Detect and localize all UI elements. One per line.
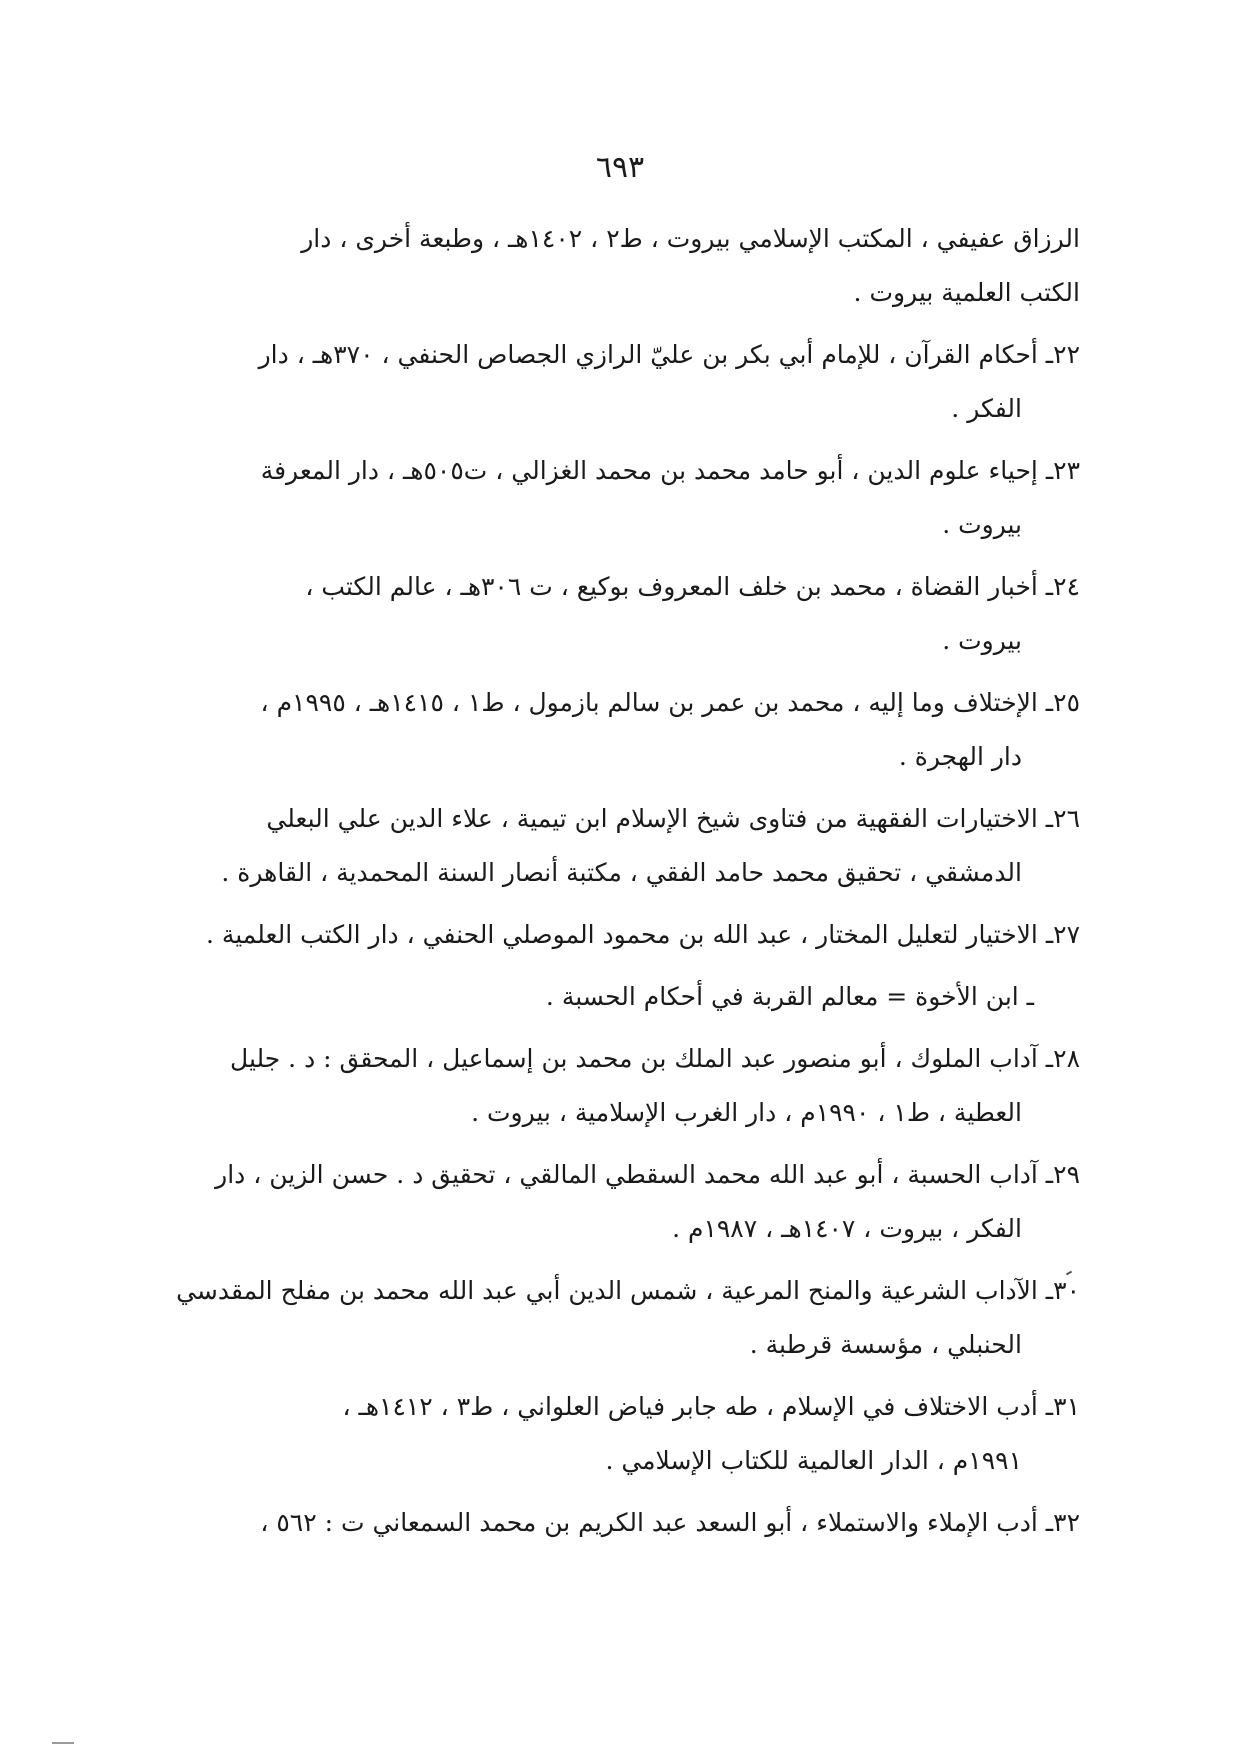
entry-first-line: ٢٩ـ آداب الحسبة ، أبو عبد الله محمد السقطي المالقي ، تحقيق د . حسن الزين ، دار — [215, 1160, 1080, 1189]
entry-first-line: ٢٢ـ أحكام القرآن ، للإمام أبي بكر بن عليّ الرازي الجصاص الحنفي ، ٣٧٠هـ ، دار — [258, 340, 1080, 369]
bibliography-entry — [160, 1380, 1080, 1488]
bibliography-entry — [160, 444, 1080, 552]
scan-mark — [52, 1742, 74, 1744]
bibliography-entry — [160, 328, 1080, 436]
entry-first-line: ٢٧ـ الاختيار لتعليل المختار ، عبد الله بن محمود الموصلي الحنفي ، دار الكتب العلمية . — [205, 920, 1080, 949]
bibliography-entry — [160, 1148, 1080, 1256]
entry-continuation-line: الحنبلي ، مؤسسة قرطبة . — [749, 1330, 1022, 1359]
bibliography-entry — [160, 676, 1080, 784]
entry-continuation-line: الدمشقي ، تحقيق محمد حامد الفقي ، مكتبة أنصار السنة المحمدية ، القاهرة . — [221, 858, 1022, 887]
bibliography-entry — [160, 560, 1080, 668]
bibliography-entry — [160, 1496, 1080, 1550]
bibliography-entry — [160, 792, 1080, 900]
entry-first-line: ٢٦ـ الاختيارات الفقهية من فتاوى شيخ الإسلام ابن تيمية ، علاء الدين علي البعلي — [266, 804, 1080, 833]
entry-first-line: ٣١ـ أدب الاختلاف في الإسلام ، طه جابر فياض العلواني ، ط٣ ، ١٤١٢هـ ، — [342, 1392, 1080, 1421]
entry-first-line: ٢٥ـ الإختلاف وما إليه ، محمد بن عمر بن سالم بازمول ، ط١ ، ١٤١٥هـ ، ١٩٩٥م ، — [260, 688, 1080, 717]
bibliography-entry — [160, 212, 1080, 320]
entry-continuation-line: الفكر ، بيروت ، ١٤٠٧هـ ، ١٩٨٧م . — [672, 1214, 1022, 1243]
entry-first-line: ٢٣ـ إحياء علوم الدين ، أبو حامد محمد بن محمد الغزالي ، ت٥٠٥هـ ، دار المعرفة — [260, 456, 1080, 485]
cross-reference-line: ـ ابن الأخوة = معالم القربة في أحكام الحسبة . — [545, 982, 1034, 1011]
entry-continuation-line: الفكر . — [951, 394, 1022, 423]
cross-reference — [160, 970, 1080, 1024]
entry-first-line: ٢٤ـ أخبار القضاة ، محمد بن خلف المعروف بوكيع ، ت ٣٠٦هـ ، عالم الكتب ، — [305, 572, 1080, 601]
entry-first-line: ٣٢ـ أدب الإملاء والاستملاء ، أبو السعد عبد الكريم بن محمد السمعاني ت : ٥٦٢ ، — [260, 1508, 1080, 1537]
bibliography-list — [160, 212, 1080, 1558]
entry-continuation-line: ١٩٩١م ، الدار العالمية للكتاب الإسلامي . — [605, 1446, 1022, 1475]
entry-continuation-line: دار الهجرة . — [898, 742, 1022, 771]
entry-first-line: ٢٨ـ آداب الملوك ، أبو منصور عبد الملك بن محمد بن إسماعيل ، المحقق : د . جليل — [230, 1044, 1080, 1073]
page-number: ٦٩٣ — [595, 150, 645, 185]
entry-continuation-line: العطية ، ط١ ، ١٩٩٠م ، دار الغرب الإسلامية ، بيروت . — [471, 1098, 1022, 1127]
entry-continuation-line: بيروت . — [942, 510, 1022, 539]
bibliography-entry — [160, 908, 1080, 962]
entry-continuation-line: بيروت . — [942, 626, 1022, 655]
entry-first-line: ٣٠ـ الآداب الشرعية والمنح المرعية ، شمس الدين أبي عبد الله محمد بن مفلح المقدسي — [176, 1276, 1080, 1305]
bibliography-entry — [160, 1264, 1080, 1372]
entry-continuation-line: الكتب العلمية بيروت . — [853, 278, 1080, 307]
entry-continuation-line: الرزاق عفيفي ، المكتب الإسلامي بيروت ، ط٢ ، ١٤٠٢هـ ، وطبعة أخرى ، دار — [301, 224, 1080, 253]
bibliography-entry — [160, 1032, 1080, 1140]
